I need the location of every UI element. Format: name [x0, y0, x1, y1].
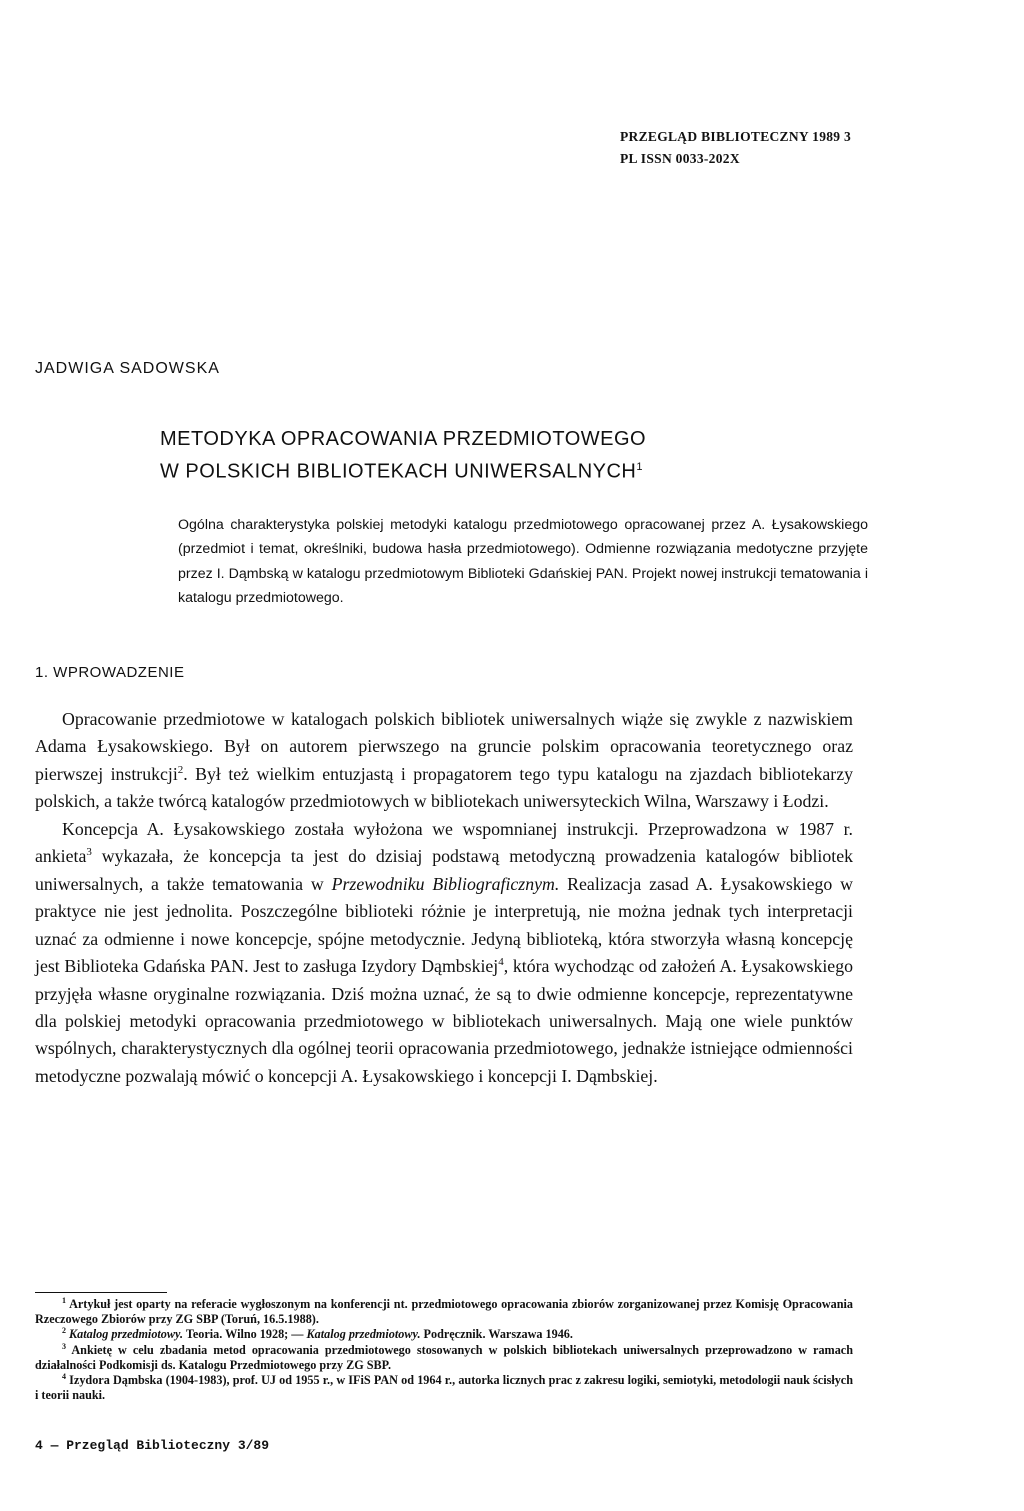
p2-text-c: Realizacja zasad A. Łysakowskiego w praktyce nie jest jednolita. Poszczególne biblioteki różnie je interpretują, nie można jednak tych interpretacji uznać za odmienne i nowe koncepcje, spójne metodycznie. Jedyną biblioteką, która stworzyła własną koncepcję jest Biblioteka Gdańska PAN. Jest to zasługa Izydory Dąmbskiej: [35, 873, 853, 977]
footnotes: [35, 1297, 853, 1403]
footnote-2-italic-1: Katalog przedmiotowy.: [69, 1327, 184, 1342]
body-text: [35, 706, 853, 1090]
issn-line: PL ISSN 0033-202X: [620, 151, 740, 166]
footnote-ref-3: 3: [86, 846, 92, 859]
footnote-3: [35, 1343, 853, 1373]
footnote-1-mark: 1: [62, 1295, 66, 1305]
footnote-1-text: Artykuł jest oparty na referacie wygłoszonym na konferencji nt. przedmiotowego opracowania zbiorów zorganizowanej przez Komisję Opracowania Rzeczowego Zbiorów przy ZG SBP (Toruń, 16.5.1988).: [35, 1297, 853, 1327]
footnote-2-end: Podręcznik. Warszawa 1946.: [420, 1327, 573, 1342]
title-footnote-mark: 1: [636, 461, 643, 473]
p2-italic-title: Przewodniku Bibliograficznym.: [331, 873, 560, 894]
footnote-3-mark: 3: [62, 1341, 66, 1351]
footnote-divider: [35, 1292, 167, 1293]
p2-text-d: , która wychodząc od założeń A. Łysakowskiego przyjęła własne oryginalne rozwiązania. Dziś można uznać, że są to dwie odmienne koncepcje, reprezentatywne dla polskiej metodyki opracowania przedmiotowego w bibliotekach uniwersalnych. Mają one wiele punktów wspólnych, charakterystycznych dla ogólnej teorii opracowania przedmiotowego, jednakże istniejące odmienności metodyczne pozwalają mówić o koncepcji A. Łysakowskiego i koncepcji I. Dąmbskiej.: [35, 956, 853, 1086]
footnote-1: [35, 1297, 853, 1327]
p1-text-b: . Był też wielkim entuzjastą i propagatorem tego typu katalogu na zjazdach bibliotekarzy polskich, a także twórcą katalogów przedmiotowych w bibliotekach uniwersyteckich Wilna, Warszawy i Łodzi.: [35, 763, 853, 812]
journal-header: [620, 126, 851, 170]
title-line-2-text: W POLSKICH BIBLIOTEKACH UNIWERSALNYCH: [160, 460, 637, 483]
author-name: JADWIGA SADOWSKA: [35, 360, 220, 377]
section-heading: 1. WPROWADZENIE: [35, 664, 185, 681]
title-line-2: [160, 453, 646, 486]
footnote-2-mark: 2: [62, 1326, 66, 1336]
paragraph-2: [35, 816, 853, 1091]
footnote-4-text: Izydora Dąmbska (1904-1983), prof. UJ od 1955 r., w IFiS PAN od 1964 r., autorka licznych prac z zakresu logiki, semiotyki, metodologii nauk ścisłych i teorii nauki.: [35, 1373, 853, 1403]
footnote-4-mark: 4: [62, 1371, 66, 1381]
footnote-4: [35, 1373, 853, 1403]
article-title: [160, 425, 646, 486]
p2-text-a: Koncepcja A. Łysakowskiego została wyłożona we wspomnianej instrukcji. Przeprowadzona w 1987 r. ankieta: [35, 818, 853, 867]
paragraph-1: [35, 706, 853, 816]
footnote-3-text: Ankietę w celu zbadania metod opracowania przedmiotowego stosowanych w polskich bibliotekach uniwersalnych przeprowadzono w ramach działalności Podkomisji ds. Katalogu Przedmiotowego przy ZG SBP.: [35, 1342, 853, 1372]
page-footer: 4 — Przegląd Biblioteczny 3/89: [35, 1438, 270, 1453]
journal-line: PRZEGLĄD BIBLIOTECZNY 1989 3: [620, 129, 852, 144]
footnote-ref-2: 2: [177, 763, 184, 776]
footnote-2: [35, 1327, 853, 1342]
footnote-ref-4: 4: [498, 956, 504, 969]
p1-text-a: Opracowanie przedmiotowe w katalogach polskich bibliotek uniwersalnych wiąże się zwykle z nazwiskiem Adama Łysakowskiego. Był on autorem pierwszego na gruncie polskim opracowania teoretycznego oraz pierwszej instrukcji: [35, 709, 853, 784]
footnote-2-mid: Teoria. Wilno 1928; —: [183, 1327, 307, 1342]
abstract: Ogólna charakterystyka polskiej metodyki katalogu przedmiotowego opracowanej przez A. Łysakowskiego (przedmiot i temat, określniki, budowa hasła przedmiotowego). Odmienne rozwiązania medotyczne przyjęte przez I. Dąmbską w katalogu przedmiotowym Biblioteki Gdańskiej PAN. Projekt nowej instrukcji tematowania i katalogu przedmiotowego.: [178, 517, 868, 606]
footnote-2-italic-2: Katalog przedmiotowy.: [306, 1327, 421, 1342]
title-line-1: METODYKA OPRACOWANIA PRZEDMIOTOWEGO: [160, 428, 647, 450]
p2-text-b: wykazała, że koncepcja ta jest do dzisiaj podstawą metodyczną prowadzenia katalogów bibliotek uniwersalnych, a także tematowania w: [35, 846, 853, 894]
